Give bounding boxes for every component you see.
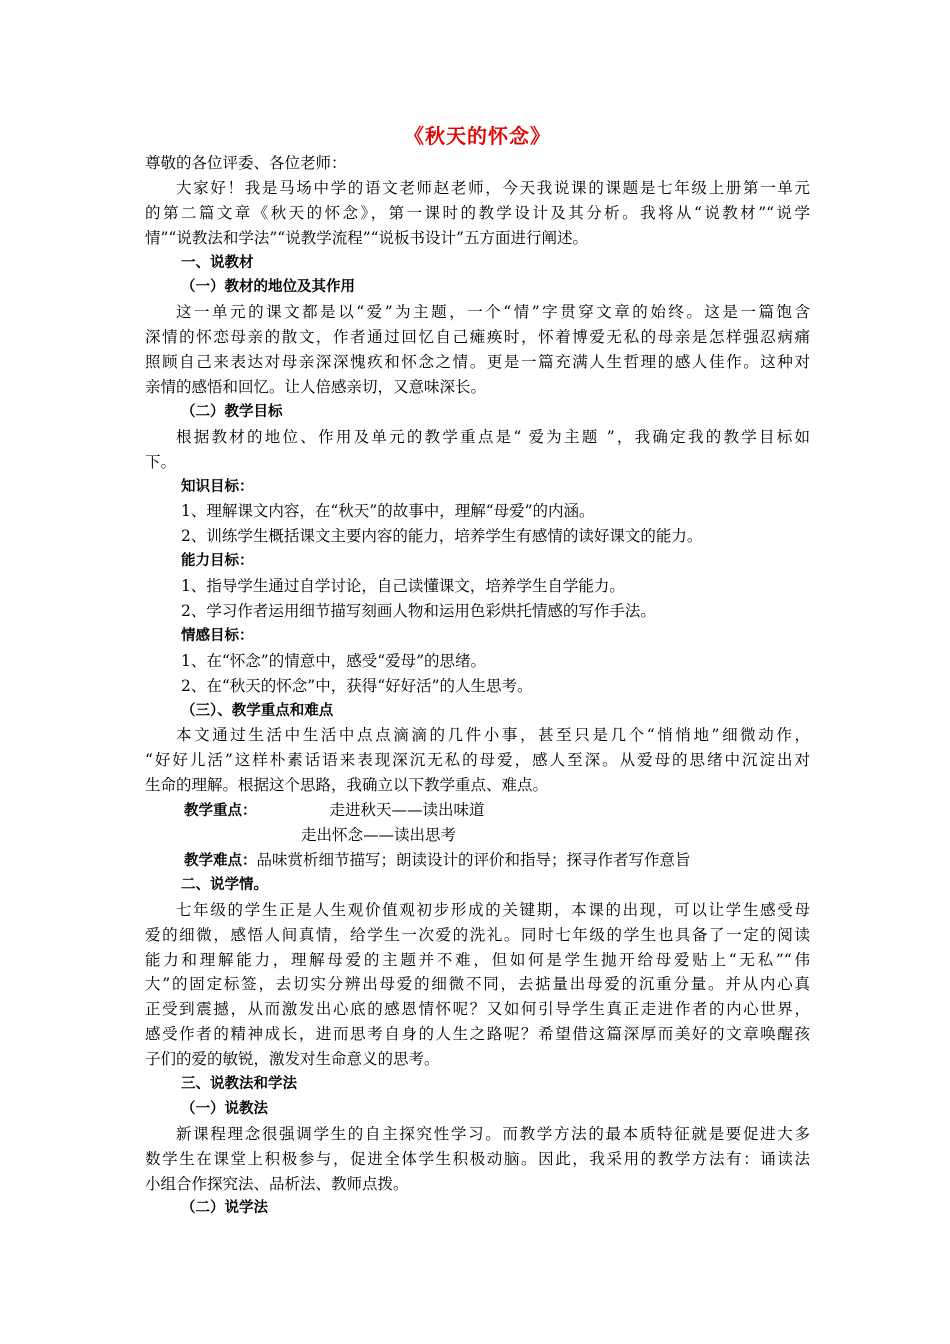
ability-goal-heading: 能力目标： — [181, 553, 254, 570]
key-point-label: 教学重点： — [184, 803, 257, 820]
paragraph-line: 这一单元的课文都是以“爱”为主题，一个“情”字贯穿文章的始终。这是一篇饱含 — [176, 303, 810, 322]
paragraph-line: 子们的爱的敏锐，激发对生命意义的思考。 — [145, 1050, 440, 1069]
paragraph-line: 深情的怀恋母亲的散文，作者通过回忆自己瘫痪时，怀着博爱无私的母亲是怎样强忍病痛 — [145, 328, 810, 347]
key-point-2: 走出怀念——读出思考 — [301, 826, 457, 845]
document-title: 《秋天的怀念》 — [404, 124, 551, 148]
paragraph-line: 的第二篇文章《秋天的怀念》，第一课时的教学设计及其分析。我将从“说教材”“说学 — [145, 203, 810, 222]
paragraph-line: 亲情的感悟和回忆。让人倍感亲切，又意味深长。 — [145, 378, 487, 397]
greeting: 尊敬的各位评委、各位老师： — [145, 154, 347, 172]
paragraph-line: 新课程理念很强调学生的自主探究性学习。而教学方法的最本质特征就是要促进大多 — [176, 1124, 810, 1143]
subsection-heading: （一）说教法 — [181, 1100, 268, 1117]
difficulty-line — [145, 848, 810, 873]
paragraph-line: 正受到震撼，从而激发出心底的感恩情怀呢？又如何引导学生真正走进作者的内心世界， — [145, 1000, 810, 1019]
paragraph-line: 情”“说教法和学法”“说教学流程”“说板书设计”五方面进行阐述。 — [145, 228, 588, 247]
list-item: 2、训练学生概括课文主要内容的能力，培养学生有感情的读好课文的能力。 — [181, 527, 703, 546]
paragraph-line: 七年级的学生正是人生观价值观初步形成的关键期，本课的出现，可以让学生感受母 — [176, 900, 810, 919]
paragraph-line: 根据教材的地位、作用及单元的教学重点是“ 爱为主题 ”，我确定我的教学目标如 — [176, 427, 810, 446]
paragraph-line: 感受作者的精神成长，进而思考自身的人生之路呢？希望借这篇深厚而美好的文章唤醒孩 — [145, 1025, 810, 1044]
paragraph-line: 本文通过生活中生活中点点滴滴的几件小事，甚至只是几个“悄悄地”细微动作， — [176, 726, 810, 745]
section-heading: 一、说教材 — [181, 254, 254, 271]
document-body — [145, 151, 810, 1221]
paragraph-line: 大”的固定标签，去切实分辨出母爱的细微不同，去掂量出母爱的沉重分量。并从内心真 — [145, 975, 810, 994]
difficulty-text: 品味赏析细节描写；朗读设计的评价和指导；探寻作者写作意旨 — [256, 850, 691, 869]
key-point-line — [145, 798, 810, 823]
list-item: 1、在“怀念”的情意中，感受“爱母”的思绪。 — [181, 651, 487, 670]
paragraph-line: 下。 — [145, 452, 177, 471]
difficulty-label: 教学难点： — [184, 852, 257, 869]
list-item: 2、在“秋天的怀念”中，获得“好好活”的人生思考。 — [181, 676, 533, 695]
subsection-heading: （三）、教学重点和难点 — [181, 702, 334, 719]
paragraph-line: 大家好！我是马场中学的语文老师赵老师，今天我说课的课题是七年级上册第一单元 — [176, 178, 810, 197]
paragraph-line: 照顾自己来表达对母亲深深愧疚和怀念之情。更是一篇充满人生哲理的感人佳作。这种对 — [145, 353, 810, 372]
list-item: 2、学习作者运用细节描写刻画人物和运用色彩烘托情感的写作手法。 — [181, 602, 656, 621]
subsection-heading: （一）教材的地位及其作用 — [181, 279, 355, 296]
list-item: 1、指导学生通过自学讨论，自己读懂课文，培养学生自学能力。 — [181, 577, 625, 596]
list-item: 1、理解课文内容，在“秋天”的故事中，理解“母爱”的内涵。 — [181, 502, 595, 521]
subsection-heading: （二）说学法 — [181, 1200, 268, 1217]
subsection-heading: （二）教学目标 — [181, 403, 283, 420]
knowledge-goal-heading: 知识目标： — [181, 478, 254, 495]
section-heading: 三、说教法和学法 — [181, 1075, 297, 1092]
section-heading: 二、说学情。 — [181, 876, 268, 893]
paragraph-line: “好好儿活”这样朴素话语来表现深沉无私的母爱，感人至深。从爱母的思绪中沉淀出对 — [145, 751, 810, 770]
paragraph-line: 能力和理解能力，理解母爱的主题并不难，但如何是学生抛开给母爱贴上“无私”“伟 — [145, 950, 810, 969]
key-point-1: 走进秋天——读出味道 — [329, 801, 485, 820]
paragraph-line: 数学生在课堂上积极参与，促进全体学生积极动脑。因此，我采用的教学方法有：诵读法 — [145, 1149, 810, 1168]
paragraph-line: 小组合作探究法、品析法、教师点拨。 — [145, 1174, 409, 1193]
paragraph-line: 爱的细微，感悟人间真情，给学生一次爱的洗礼。同时七年级的学生也具备了一定的阅读 — [145, 925, 810, 944]
emotion-goal-heading: 情感目标： — [181, 627, 254, 644]
paragraph-line: 生命的理解。根据这个思路，我确立以下教学重点、难点。 — [145, 776, 549, 795]
key-point-line — [145, 823, 810, 848]
